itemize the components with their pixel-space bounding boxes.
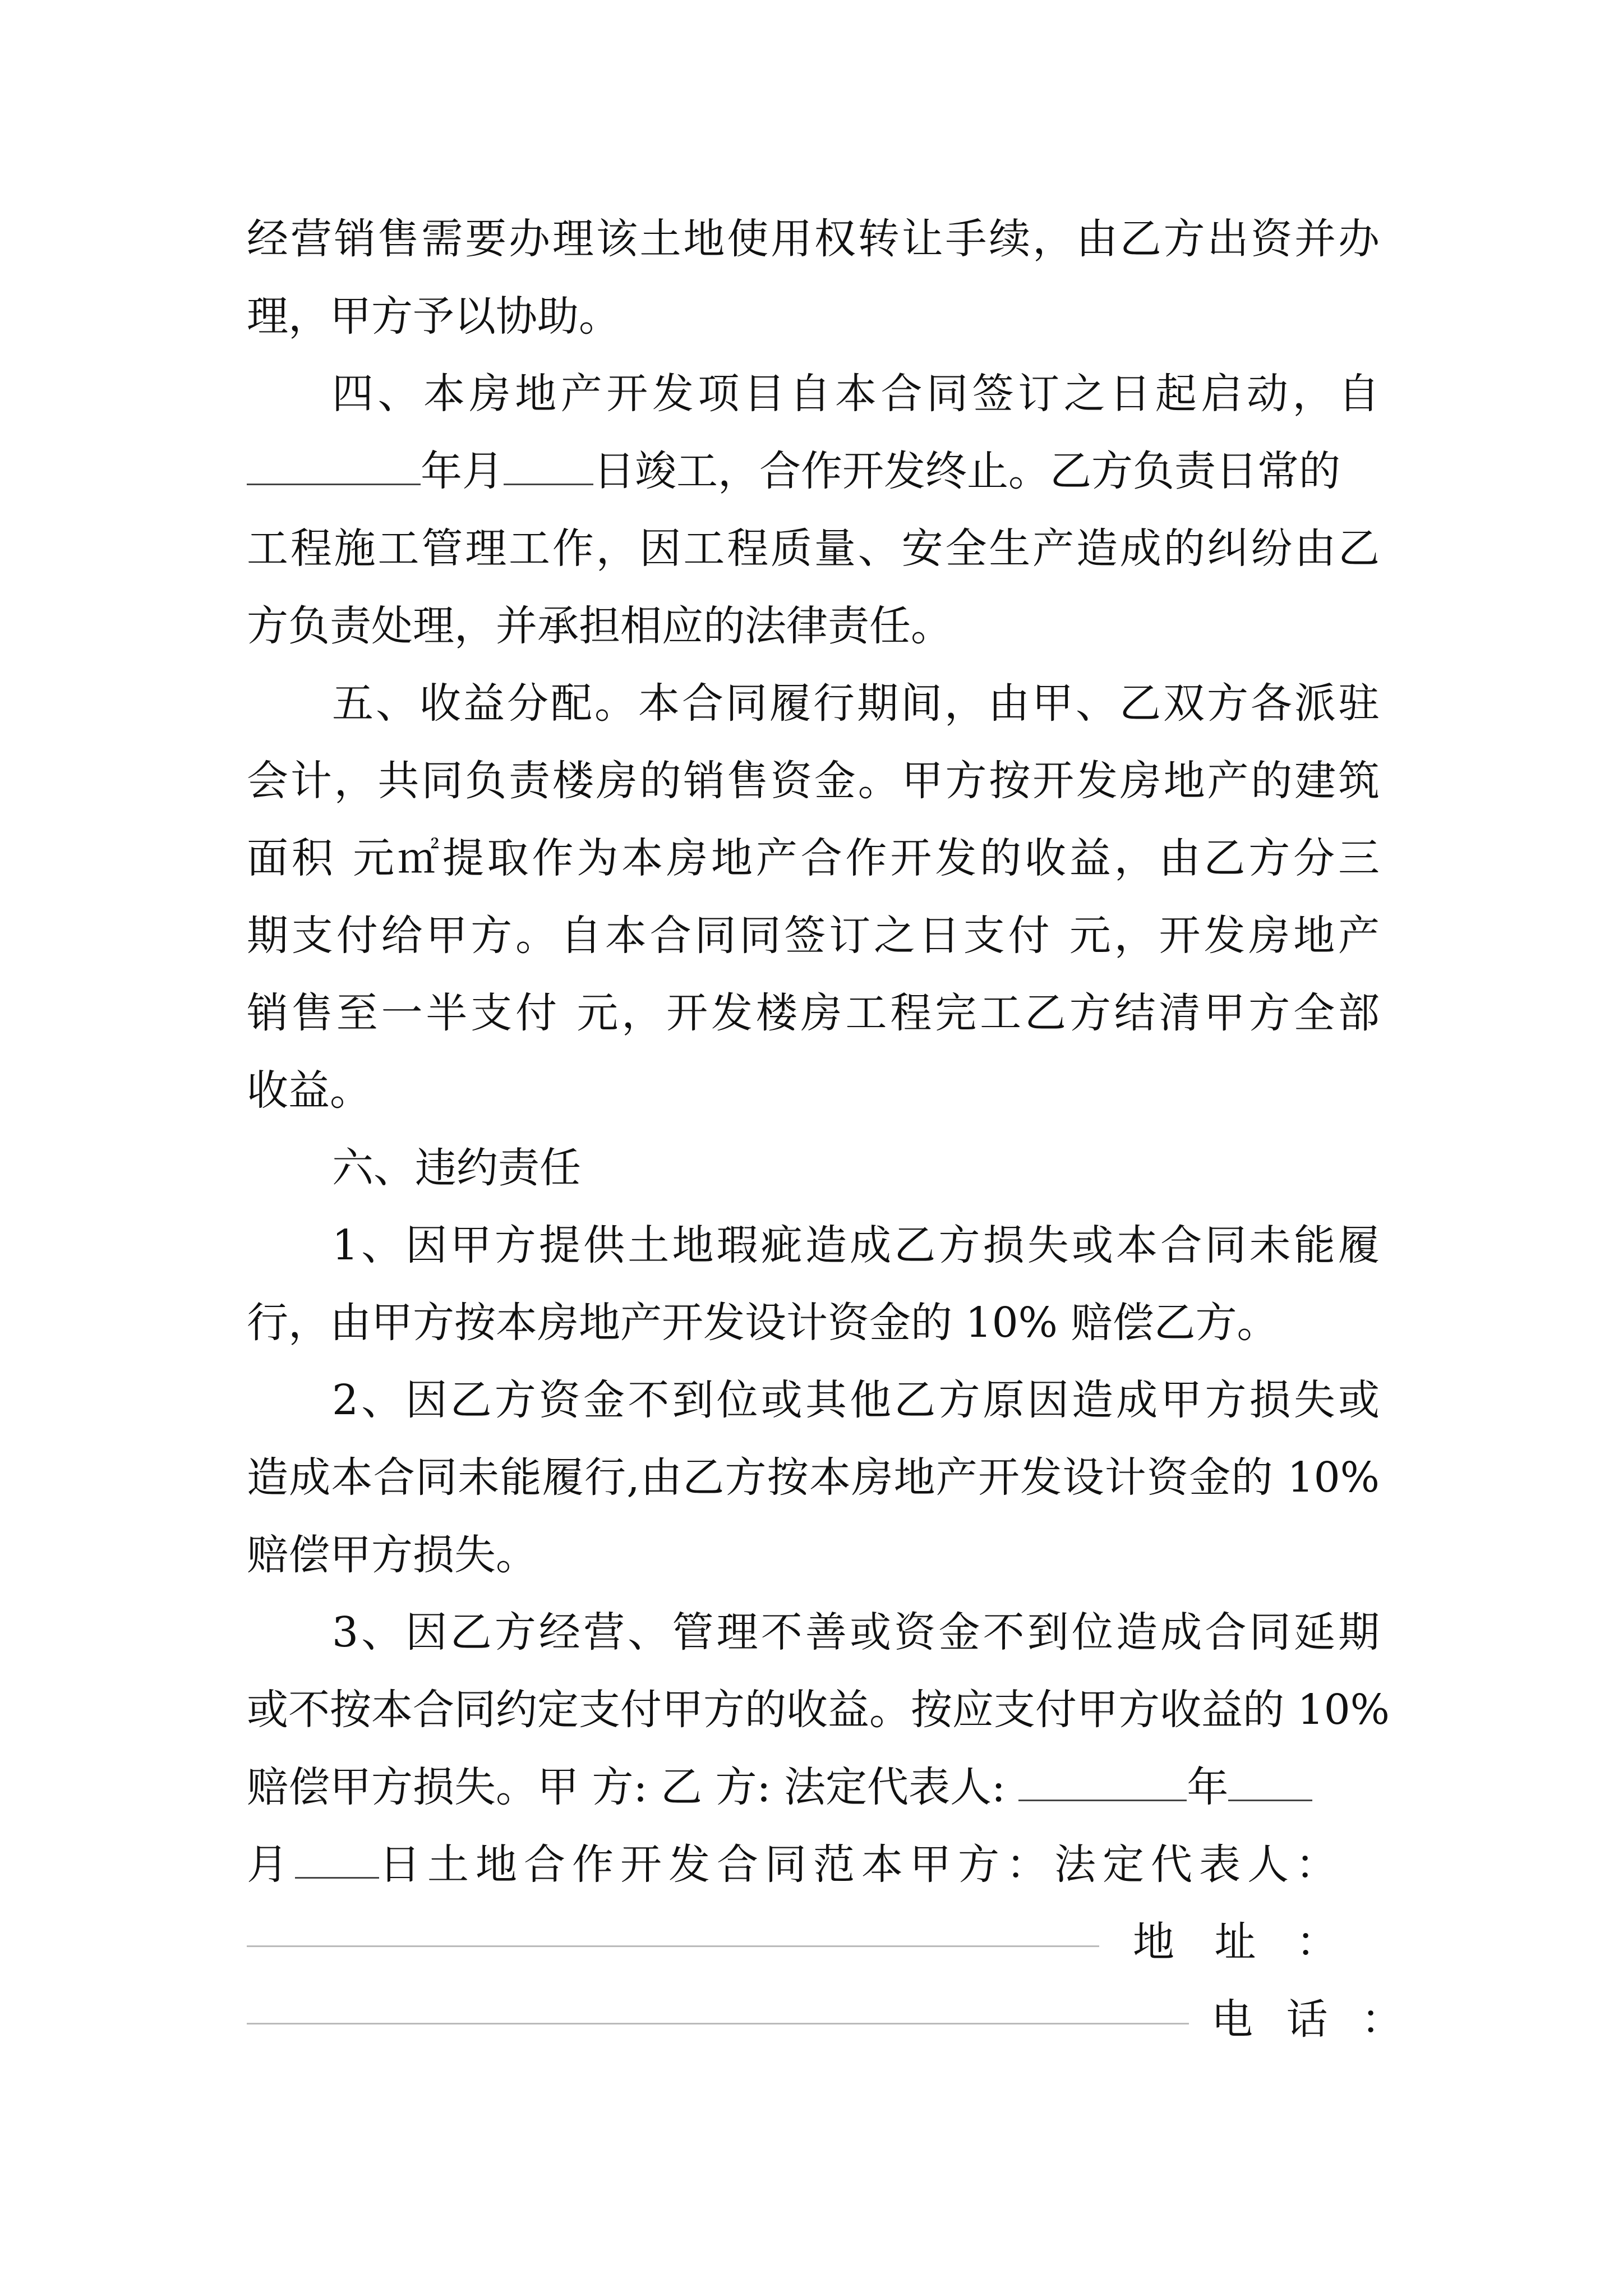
blank-underline [504,442,593,485]
line-text: 月 [247,1841,295,1889]
paragraph-line: 造成本合同未能履行,由乙方按本房地产开发设计资金的 10% [247,1453,1380,1502]
line-text: 日土地合作开发合同范本甲方：法定代表人： [379,1841,1344,1889]
line-text: 年 [1187,1763,1229,1811]
paragraph-line: 收益。 [247,1066,371,1115]
paragraph-line: 销售至一半支付 元，开发楼房工程完工乙方结清甲方全部 [247,989,1380,1037]
paragraph-line: 行，由甲方按本房地产开发设计资金的 10% 赔偿乙方。 [247,1299,1279,1347]
paragraph-line: 2、因乙方资金不到位或其他乙方原因造成甲方损失或 [332,1376,1380,1424]
blank-underline [1228,1758,1312,1801]
signature-line [247,1826,1380,1903]
clause-five-heading-line: 五、收益分配。本合同履行期间，由甲、乙双方各派驻 [332,679,1380,728]
line-text: 年月 [421,447,504,495]
paragraph-line [247,432,1380,510]
paragraph-line: 或不按本合同约定支付甲方的收益。按应支付甲方收益的 10% [247,1686,1390,1734]
paragraph-line: 1、因甲方提供土地瑕疵造成乙方损失或本合同未能履 [332,1221,1380,1269]
address-label: 地 址 ： [1133,1918,1352,1966]
signature-line [247,1749,1380,1826]
paragraph-line: 面积 元㎡提取作为本房地产合作开发的收益，由乙方分三 [247,834,1380,882]
paragraph-line: 3、因乙方经营、管理不善或资金不到位造成合同延期 [332,1608,1380,1657]
blank-underline [247,2023,1189,2024]
blank-underline [295,1835,379,1879]
phone-label: 电 话 ： [1211,1995,1413,2044]
blank-underline [1018,1758,1187,1801]
blank-underline [247,1945,1099,1947]
paragraph-line: 工程施工管理工作，因工程质量、安全生产造成的纠纷由乙 [247,524,1380,573]
paragraph-line: 经营销售需要办理该土地使用权转让手续，由乙方出资并办 [247,215,1380,263]
clause-four-heading-line: 四、本房地产开发项目自本合同签订之日起启动，自 [332,370,1380,418]
paragraph-line: 方负责处理，并承担相应的法律责任。 [247,602,952,650]
section-heading: 六、违约责任 [332,1144,581,1192]
line-text: 日竣工，合作开发终止。乙方负责日常的 [593,447,1340,495]
paragraph-line: 赔偿甲方损失。 [247,1531,537,1579]
paragraph-line: 会计，共同负责楼房的销售资金。甲方按开发房地产的建筑 [247,757,1380,805]
paragraph-line: 期支付给甲方。自本合同同签订之日支付 元，开发房地产 [247,912,1380,960]
line-text: 赔偿甲方损失。甲 方: 乙 方: 法定代表人: [247,1763,1006,1811]
paragraph-line: 理，甲方予以协助。 [247,292,620,341]
blank-underline [247,442,421,485]
